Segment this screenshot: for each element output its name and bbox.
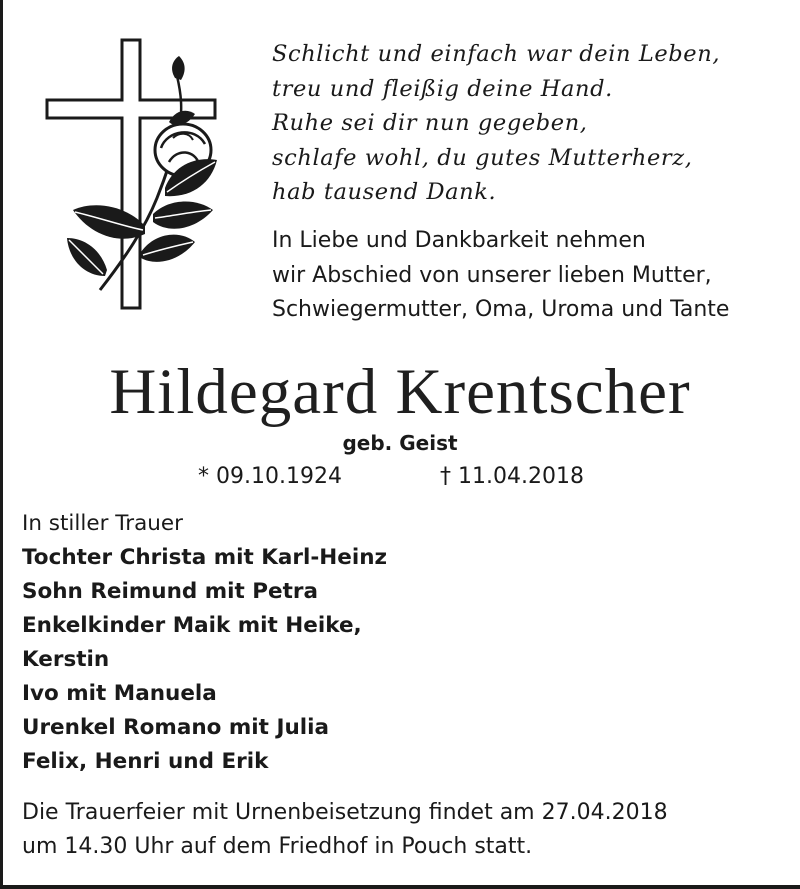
mourner-entry: Kerstin — [22, 647, 110, 672]
service-line: Die Trauerfeier mit Urnenbeisetzung findet am 27.04.2018 — [22, 800, 668, 825]
memorial-poem — [272, 37, 792, 210]
cross-with-rose-icon — [45, 38, 230, 318]
intro-line: wir Abschied von unserer lieben Mutter, — [272, 262, 712, 288]
funeral-service-info — [22, 796, 792, 864]
mourner-entry: Tochter Christa mit Karl-Heinz — [22, 545, 388, 570]
mourner-entry: Urenkel Romano mit Julia — [22, 715, 329, 740]
mourning-heading: In stiller Trauer — [22, 511, 183, 536]
bottom-border-line — [0, 885, 800, 889]
mourner-entry: Felix, Henri und Erik — [22, 749, 269, 774]
mourner-entry: Sohn Reimund mit Petra — [22, 579, 319, 604]
service-line: um 14.30 Uhr auf dem Friedhof in Pouch statt. — [22, 834, 533, 859]
poem-line: Ruhe sei dir nun gegeben, — [272, 110, 588, 136]
farewell-intro — [272, 224, 792, 328]
intro-line: In Liebe und Dankbarkeit nehmen — [272, 228, 646, 253]
poem-line: treu und fleißig deine Hand. — [272, 75, 613, 102]
deceased-name: Hildegard Krentscher — [109, 356, 691, 428]
mourner-entry: Ivo mit Manuela — [22, 681, 217, 706]
poem-line: hab tausend Dank. — [272, 179, 497, 205]
poem-line: Schlicht und einfach war dein Leben, — [272, 41, 721, 67]
poem-line: schlafe wohl, du gutes Mutterherz, — [272, 144, 693, 171]
intro-line: Schwiegermutter, Oma, Uroma und Tante — [272, 297, 730, 322]
death-date: † 11.04.2018 — [440, 464, 584, 489]
mourner-entry: Enkelkinder Maik mit Heike, — [22, 613, 362, 638]
mourners-list — [22, 507, 782, 779]
birth-date: * 09.10.1924 — [198, 464, 342, 489]
maiden-name: geb. Geist — [342, 431, 458, 455]
